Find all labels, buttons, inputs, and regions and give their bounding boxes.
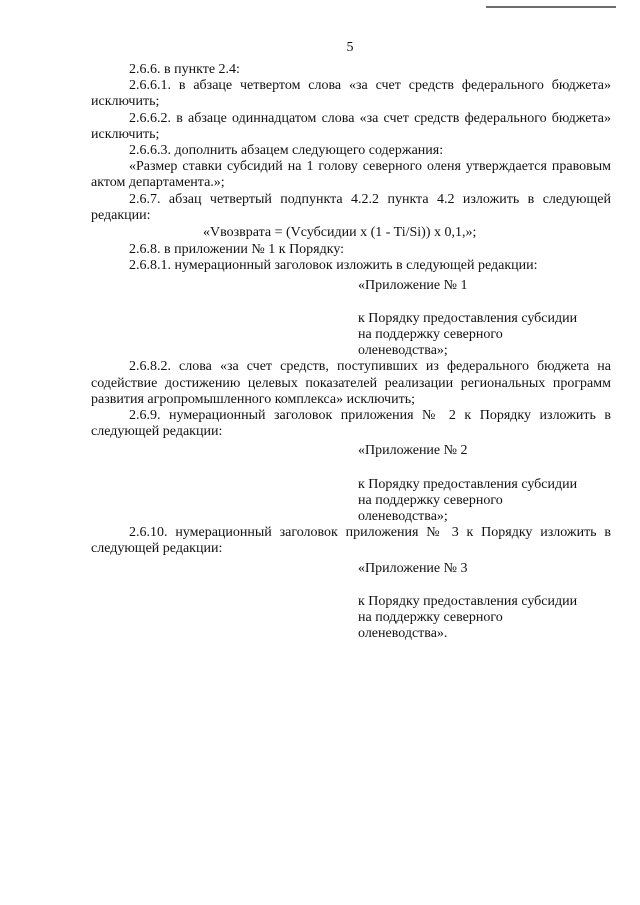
document-body (91, 62, 611, 643)
paragraph-2-6-7: 2.6.7. абзац четвертый подпункта 4.2.2 пункта 4.2 изложить в следующей редакции: (91, 191, 611, 223)
paragraph-2-6-8-2: 2.6.8.2. слова «за счет средств, поступивших из федерального бюджета на содействие достижению целевых показателей реализации региональных программ развития агропромышленного комплекса» исключить; (91, 359, 611, 407)
paragraph-2-6-6-3: 2.6.6.3. дополнить абзацем следующего содержания: (129, 143, 444, 159)
blank-line (358, 460, 611, 477)
appendix-title: «Приложение № 1 (358, 277, 468, 293)
formula-line: «Vвозврата = (Vсубсидии x (1 - Ti/Si)) x 0,1,»; (203, 225, 477, 241)
top-rule (486, 6, 616, 8)
appendix-line: на поддержку северного (358, 492, 503, 508)
appendix-line: к Порядку предоставления субсидии (358, 476, 578, 492)
blank-line (358, 294, 611, 311)
appendix-line: к Порядку предоставления субсидии (358, 593, 578, 609)
paragraph-2-6-8: 2.6.8. в приложении № 1 к Порядку: (129, 242, 345, 258)
appendix-heading-3 (358, 561, 611, 643)
appendix-line: на поддержку северного (358, 610, 503, 626)
paragraph-2-6-9: 2.6.9. нумерационный заголовок приложения № 2 к Порядку изложить в следующей редакции: (91, 408, 611, 440)
appendix-title: «Приложение № 3 (358, 560, 468, 576)
appendix-line: на поддержку северного (358, 327, 503, 343)
appendix-title: «Приложение № 2 (358, 443, 468, 459)
paragraph-2-6-10: 2.6.10. нумерационный заголовок приложения № 3 к Порядку изложить в следующей редакции: (91, 525, 611, 557)
appendix-line: оленеводства»; (358, 509, 448, 525)
appendix-heading-1 (358, 278, 611, 360)
paragraph-2-6-6-2: 2.6.6.2. в абзаце одиннадцатом слова «за счет средств федерального бюджета» исключить; (91, 110, 611, 142)
paragraph-2-6-6: 2.6.6. в пункте 2.4: (129, 62, 240, 77)
appendix-heading-2 (358, 443, 611, 525)
appendix-line: оленеводства»; (358, 343, 448, 359)
blank-line (358, 577, 611, 594)
appendix-line: оленеводства». (358, 626, 448, 642)
paragraph-quote-rate: «Размер ставки субсидий на 1 голову северного оленя утверждается правовым актом департамента.»; (91, 159, 611, 191)
paragraph-2-6-8-1: 2.6.8.1. нумерационный заголовок изложить в следующей редакции: (129, 258, 538, 274)
paragraph-2-6-6-1: 2.6.6.1. в абзаце четвертом слова «за счет средств федерального бюджета» исключить; (91, 78, 611, 110)
page-number: 5 (346, 40, 354, 55)
appendix-line: к Порядку предоставления субсидии (358, 310, 578, 326)
